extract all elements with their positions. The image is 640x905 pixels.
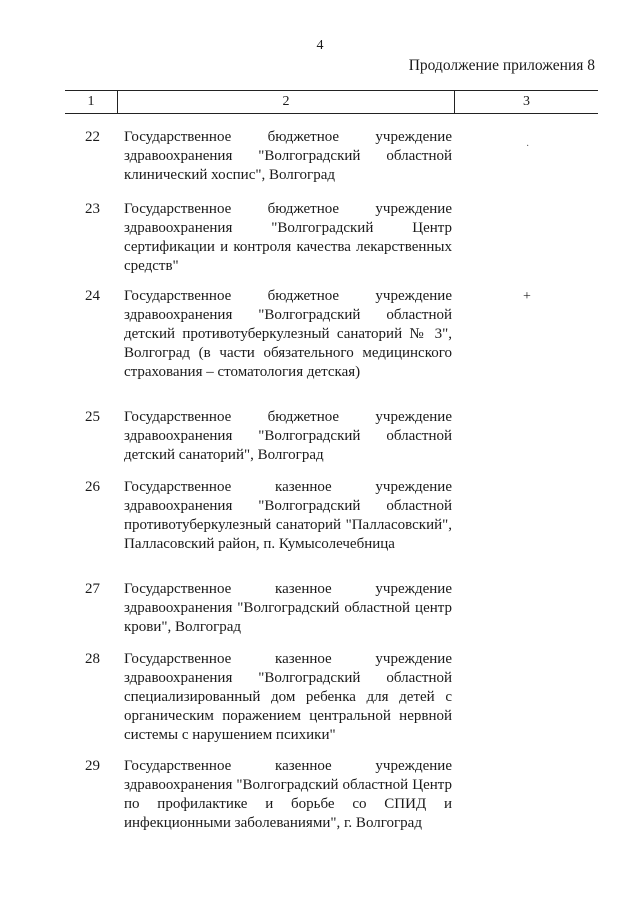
row-number: 29	[85, 758, 100, 774]
row-institution-text: Государственное бюджетное учреждение здравоохранения "Волгоградский областной детский санаторий", Волгоград	[124, 409, 452, 463]
row-institution-text: Государственное казенное учреждение здравоохранения "Волгоградский областной противотуберкулезный санаторий "Палласовский", Палласовский район, п. Кумысолечебница	[124, 479, 452, 552]
table-header-col-3: 3	[523, 94, 530, 109]
row-institution-text: Государственное бюджетное учреждение здравоохранения "Волгоградский областной детский противотуберкулезный санаторий № 3", Волгоград (в части обязательного медицинского страхования – стоматология детская)	[124, 288, 452, 380]
scan-speck: ·	[526, 141, 530, 152]
table-header	[65, 90, 598, 114]
table-header-col-2: 2	[118, 91, 455, 113]
row-institution-text: Государственное бюджетное учреждение здравоохранения "Волгоградский областной клинический хоспис", Волгоград	[124, 129, 452, 183]
row-institution-text: Государственное казенное учреждение здравоохранения "Волгоградский областной центр крови", Волгоград	[124, 581, 452, 635]
row-number: 25	[85, 409, 100, 425]
row-number: 23	[85, 201, 100, 217]
page-number: 4	[316, 38, 324, 53]
row-number: 24	[85, 288, 100, 304]
row-institution-text: Государственное казенное учреждение здравоохранения "Волгоградский областной Центр по профилактике и борьбе со СПИД и инфекционными заболеваниями", г. Волгоград	[124, 758, 452, 831]
row-number: 22	[85, 129, 100, 145]
appendix-continuation-label: Продолжение приложения 8	[408, 57, 595, 74]
row-number: 26	[85, 479, 100, 495]
row-mark: +	[523, 289, 531, 304]
row-number: 28	[85, 651, 100, 667]
row-institution-text: Государственное бюджетное учреждение здравоохранения "Волгоградский Центр сертификации и контроля качества лекарственных средств"	[124, 201, 452, 274]
table-header-col-1: 1	[65, 91, 118, 113]
row-number: 27	[85, 581, 100, 597]
row-institution-text: Государственное казенное учреждение здравоохранения "Волгоградский областной специализированный дом ребенка для детей с органическим поражением центральной нервной системы с нарушением психики"	[124, 651, 452, 743]
